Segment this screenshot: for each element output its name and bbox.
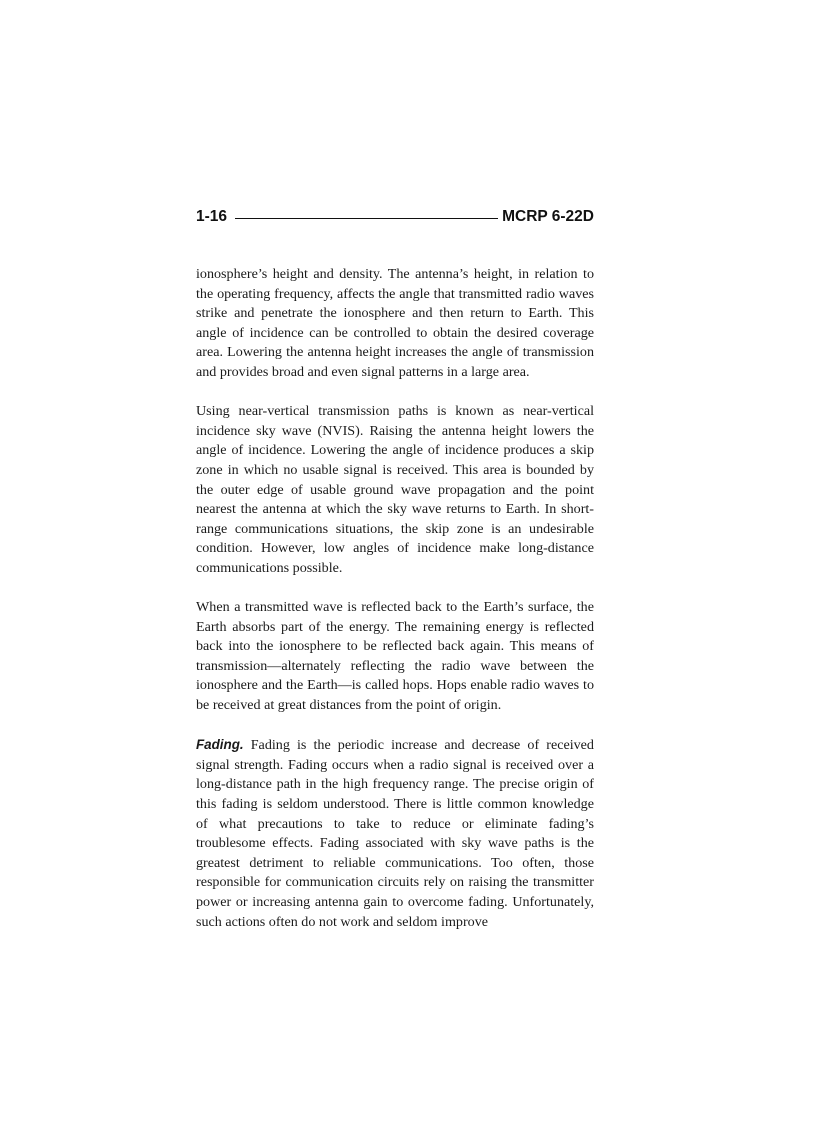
page-number: 1-16 bbox=[196, 208, 228, 225]
fading-text: Fading is the periodic increase and decrease of received signal strength. Fading occurs when a radio signal is received over a long-distance path in the high frequency range. The precise origin of this fading is seldom understood. There is little common knowledge of what precautions to take to reduce or eliminate fading’s troublesome effects. Fading associated with sky wave paths is the greatest detriment to reliable communications. Too often, those responsible for communication circuits rely on raising the transmitter power or increasing antenna gain to overcome fading. Unfortunately, such actions often do not work and seldom improve bbox=[196, 737, 594, 930]
header-rule bbox=[235, 218, 498, 219]
fading-heading: Fading. bbox=[196, 737, 244, 753]
paragraph-ionosphere: ionosphere’s height and density. The antenna’s height, in relation to the operating frequency, affects the angle that transmitted radio waves strike and penetrate the ionosphere and then return to Earth. This angle of incidence can be controlled to obtain the desired coverage area. Lowering the antenna height increases the angle of transmission and provides broad and even signal patterns in a large area. bbox=[196, 266, 594, 380]
paragraph-nvis: Using near-vertical transmission paths is known as near-vertical incidence sky wave (NVIS). Raising the antenna height lowers the angle of incidence. Lowering the angle of incidence produces a skip zone in which no usable signal is received. This area is bounded by the outer edge of usable ground wave propagation and the point nearest the antenna at which the sky wave returns to Earth. In short-range communications situations, the skip zone is an undesirable condition. However, low angles of incidence make long-distance communications possible. bbox=[196, 403, 594, 576]
body-text bbox=[196, 265, 594, 932]
document-page bbox=[196, 205, 594, 932]
running-header bbox=[196, 205, 594, 229]
paragraph-fading bbox=[196, 735, 594, 932]
document-id: MCRP 6-22D bbox=[502, 208, 594, 225]
paragraph-hops: When a transmitted wave is reflected back to the Earth’s surface, the Earth absorbs part of the energy. The remaining energy is reflected back into the ionosphere to be reflected back again. This means of transmission—alternately reflecting the radio wave between the ionosphere and the Earth—is called hops. Hops enable radio waves to be received at great distances from the point of origin. bbox=[196, 599, 594, 714]
